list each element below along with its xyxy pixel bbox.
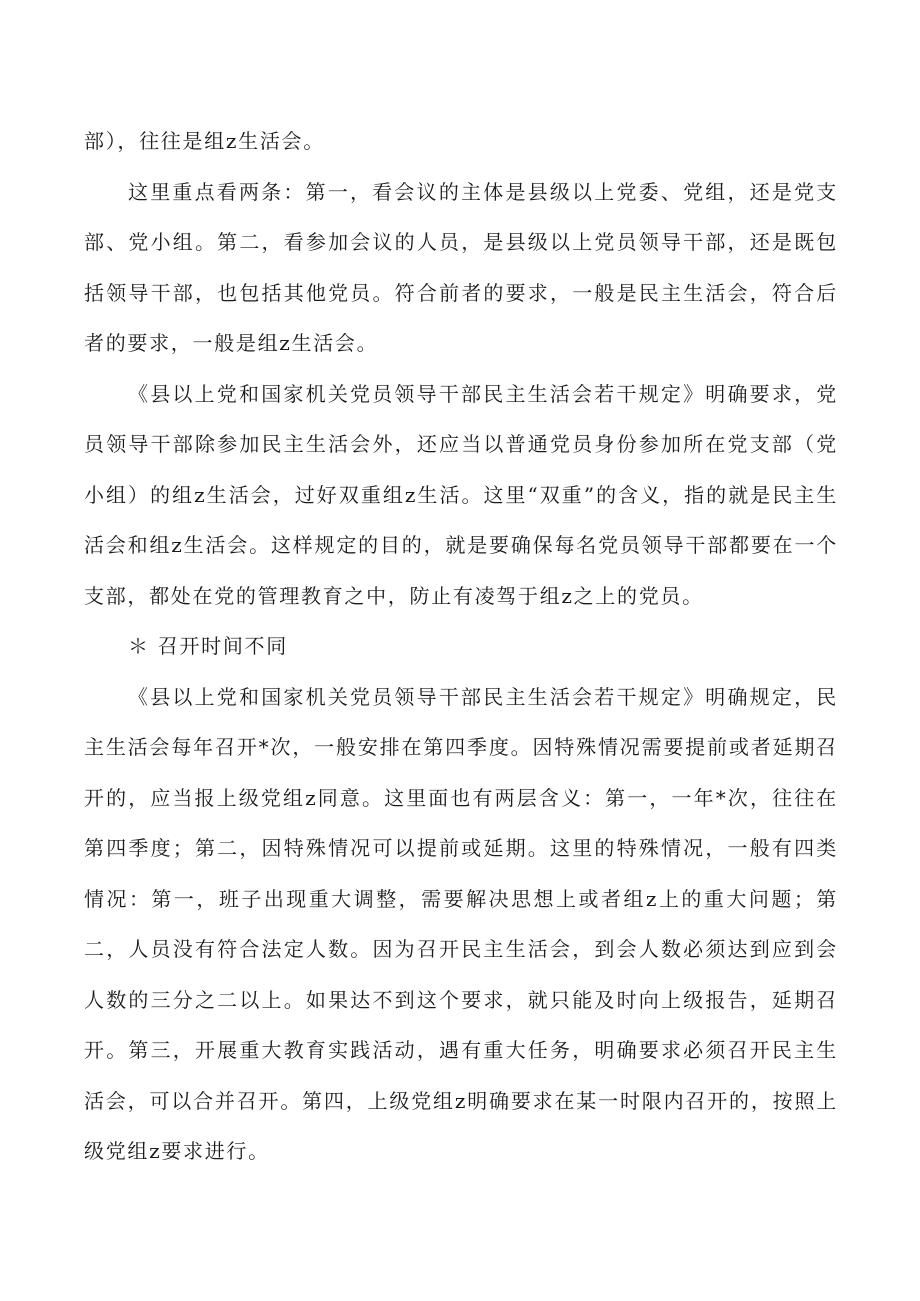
paragraph-two-criteria: 这里重点看两条：第一，看会议的主体是县级以上党委、党组，还是党支部、党小组。第二，看参加会议的人员，是县级以上党员领导干部，还是既包括领导干部，也包括其他党员。符合前者的要求，一般是民主生活会，符合后者的要求，一般是组z生活会。 bbox=[84, 179, 838, 355]
paragraph-continuation: 部），往往是组z生活会。 bbox=[84, 129, 325, 153]
paragraph-dual-organization-life: 《县以上党和国家机关党员领导干部民主生活会若干规定》明确要求，党员领导干部除参加民主生活会外，还应当以普通党员身份参加所在党支部（党小组）的组z生活会，过好双重组z生活。这里“双重”的含义，指的就是民主生活会和组z生活会。这样规定的目的，就是要确保每名党员领导干部都要在一个支部，都处在党的管理教育之中，防止有凌驾于组z之上的党员。 bbox=[84, 381, 838, 608]
paragraph-meeting-time-rules: 《县以上党和国家机关党员领导干部民主生活会若干规定》明确规定，民主生活会每年召开*次，一般安排在第四季度。因特殊情况需要提前或者延期召开的，应当报上级党组z同意。这里面也有两层含义：第一，一年*次，往往在第四季度；第二，因特殊情况可以提前或延期。这里的特殊情况，一般有四类情况：第一，班子出现重大调整，需要解决思想上或者组z上的重大问题；第二，人员没有符合法定人数。因为召开民主生活会，到会人数必须达到应到会人数的三分之二以上。如果达不到这个要求，就只能及时向上级报告，延期召开。第三，开展重大教育实践活动，遇有重大任务，明确要求必须召开民主生活会，可以合并召开。第四，上级党组z明确要求在某一时限内召开的，按照上级党组z要求进行。 bbox=[84, 684, 838, 1163]
section-heading-meeting-time: ＊ 召开时间不同 bbox=[128, 634, 288, 658]
document-body bbox=[84, 116, 838, 1177]
